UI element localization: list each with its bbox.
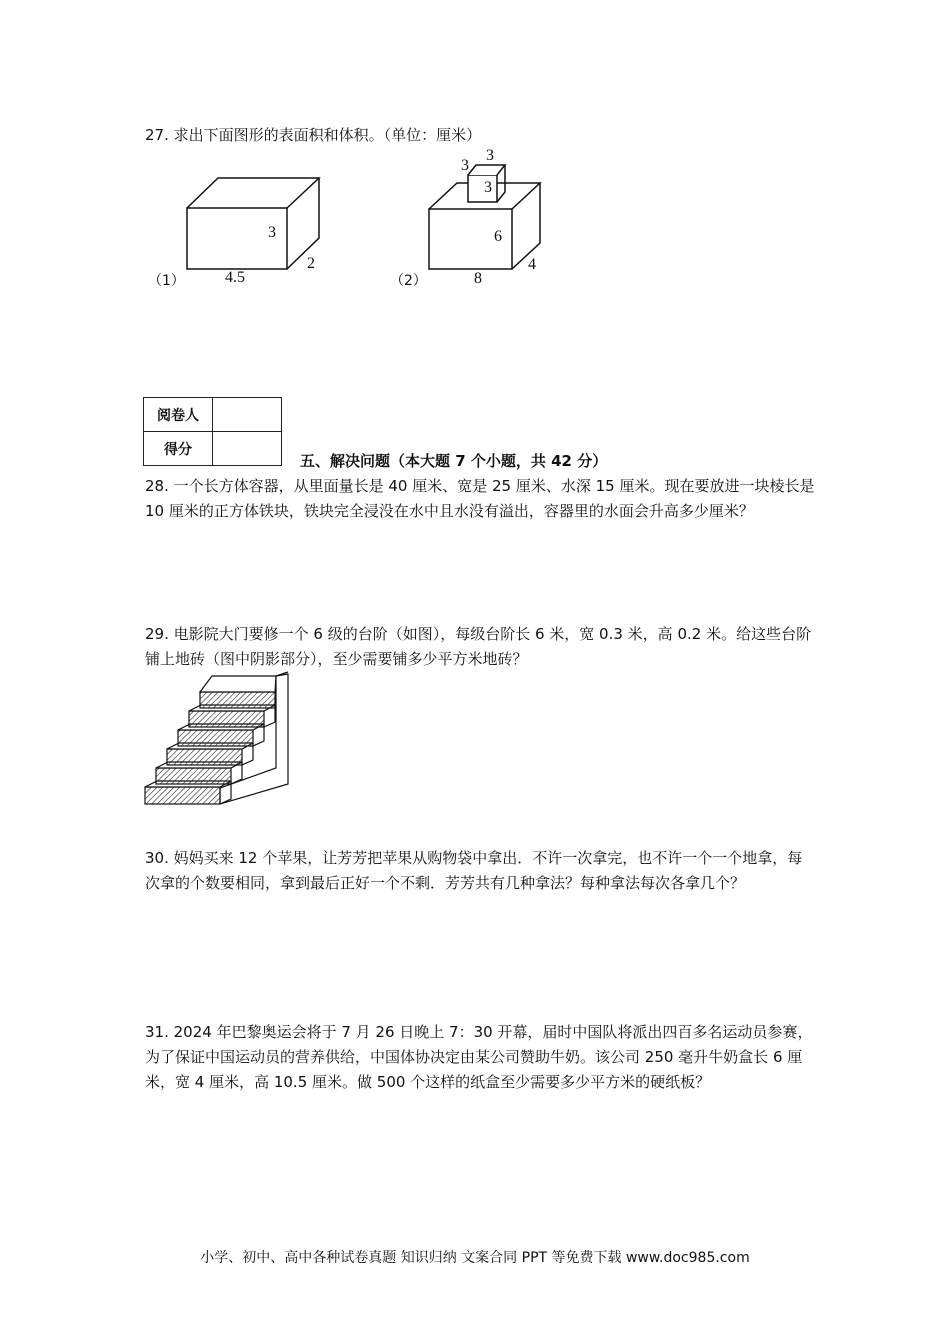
score-cell[interactable] [213, 432, 282, 466]
question-31-text: 31. 2024 年巴黎奥运会将于 7 月 26 日晚上 7：30 开幕，届时中国队将派出四百多名运动员参赛，为了保证中国运动员的营养供给，中国体协决定由某公司赞助牛奶。该公司 250 毫升牛奶盒长 6 厘米，宽 4 厘米，高 10.5 厘米。做 500 个这样的纸盒至少需要多少平方米的硬纸板？ [145, 1023, 813, 1091]
cuboid-figure-1 [180, 170, 340, 290]
footer: 小学、初中、高中各种试卷真题 知识归纳 文案合同 PPT 等免费下载 www.doc985.com [200, 1250, 750, 1266]
fig1-label: （1） [148, 273, 185, 289]
question-28-text: 28. 一个长方体容器，从里面量长是 40 厘米、宽是 25 厘米、水深 15 厘米。现在要放进一块棱长是 10 厘米的正方体铁块，铁块完全浸没在水中且水没有溢出，容器里的水面会升高多少厘米？ [145, 477, 815, 520]
fig2-cube-front-label: 3 [484, 179, 492, 196]
fig2-cube-left-label: 3 [461, 157, 469, 174]
reviewer-label: 阅卷人 [144, 398, 213, 432]
score-label: 得分 [144, 432, 213, 466]
reviewer-cell[interactable] [213, 398, 282, 432]
staircase-figure [140, 668, 300, 808]
question-27-text: 27. 求出下面图形的表面积和体积。（单位：厘米） [145, 126, 482, 144]
fig2-height-label: 6 [494, 228, 502, 245]
fig2-label: （2） [390, 273, 427, 289]
fig1-height-label: 3 [268, 224, 276, 241]
score-table [143, 397, 282, 466]
question-29-text: 29. 电影院大门要修一个 6 级的台阶（如图），每级台阶长 6 米，宽 0.3 米，高 0.2 米。给这些台阶铺上地砖（图中阴影部分），至少需要铺多少平方米地砖？ [145, 625, 812, 668]
fig2-length-label: 8 [474, 270, 482, 287]
fig1-length-label: 4.5 [225, 269, 245, 286]
fig1-width-label: 2 [307, 255, 315, 272]
question-30-text: 30. 妈妈买来 12 个苹果，让芳芳把苹果从购物袋中拿出．不许一次拿完，也不许一个一个地拿，每次拿的个数要相同，拿到最后正好一个不剩．芳芳共有几种拿法？每种拿法每次各拿几个？ [145, 849, 803, 892]
section-5-heading: 五、解决问题（本大题 7 个小题，共 42 分） [300, 452, 608, 470]
fig2-width-label: 4 [528, 256, 536, 273]
fig2-cube-top-label: 3 [486, 147, 494, 164]
